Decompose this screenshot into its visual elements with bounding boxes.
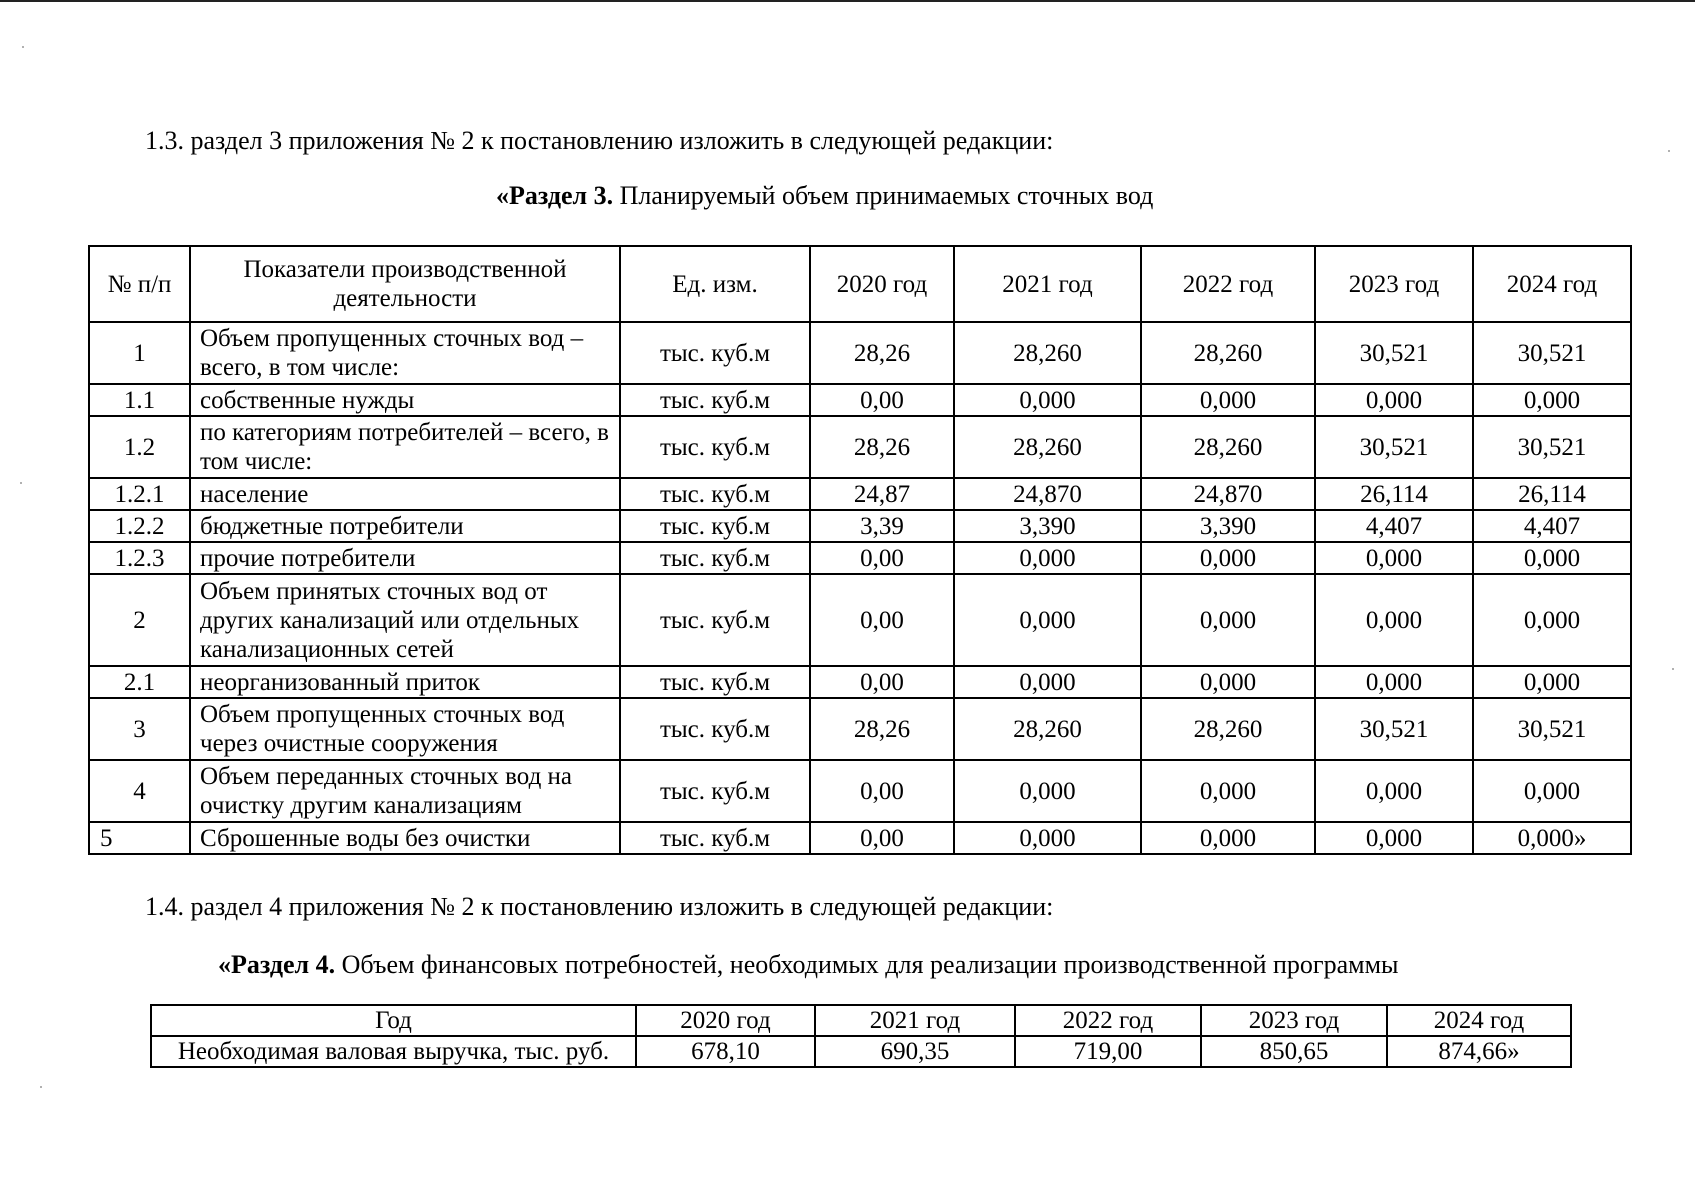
year-cell: 2022 год [1015,1005,1201,1036]
unit-cell: тыс. куб.м [620,384,810,416]
indicator-cell: бюджетные потребители [190,510,620,542]
value-cell: 28,260 [954,416,1141,478]
value-cell: 4,407 [1473,510,1631,542]
paragraph-1-3: 1.3. раздел 3 приложения № 2 к постановлению изложить в следующей редакции: [145,126,1054,155]
paragraph-1-4: 1.4. раздел 4 приложения № 2 к постановлению изложить в следующей редакции: [145,892,1054,921]
year-cell: 2020 год [636,1005,815,1036]
value-cell: 30,521 [1315,416,1473,478]
table-row [89,542,1631,574]
scan-speck [1668,150,1670,152]
value-cell: 0,000 [1315,574,1473,666]
value-cell: 0,000 [954,384,1141,416]
table-row [89,760,1631,822]
indicator-cell: Объем пропущенных сточных вод – всего, в том числе: [190,322,620,384]
row-number-cell: 2.1 [89,666,190,698]
table-row [89,666,1631,698]
table-row [89,822,1631,854]
row-number-cell: 1.2.3 [89,542,190,574]
unit-cell: тыс. куб.м [620,416,810,478]
unit-cell: тыс. куб.м [620,666,810,698]
year-cell: 2021 год [815,1005,1015,1036]
year-label-cell: Год [151,1005,636,1036]
value-cell: 28,260 [954,322,1141,384]
value-cell: 3,39 [810,510,954,542]
value-cell: 0,000 [954,760,1141,822]
value-cell: 0,000 [1315,760,1473,822]
top-border-line [0,0,1695,2]
value-cell: 0,000 [1473,760,1631,822]
row-number-cell: 4 [89,760,190,822]
value-cell: 0,000 [1473,542,1631,574]
value-cell: 0,000 [1315,822,1473,854]
indicator-cell: Сброшенные воды без очистки [190,822,620,854]
scan-speck [20,482,22,484]
table-row [89,574,1631,666]
value-cell: 3,390 [954,510,1141,542]
value-cell: 719,00 [1015,1036,1201,1067]
value-cell: 28,26 [810,416,954,478]
value-cell: 4,407 [1315,510,1473,542]
indicator-cell: Объем принятых сточных вод от других канализаций или отдельных канализационных сетей [190,574,620,666]
value-cell: 30,521 [1473,416,1631,478]
table-row [89,416,1631,478]
value-cell: 0,000 [1473,384,1631,416]
value-cell: 0,00 [810,666,954,698]
value-cell: 28,260 [1141,416,1315,478]
unit-cell: тыс. куб.м [620,478,810,510]
header-year: 2024 год [1473,246,1631,322]
row-number-cell: 5 [89,822,190,854]
value-cell: 24,870 [954,478,1141,510]
table-row [151,1036,1571,1067]
table-header-row [89,246,1631,322]
value-cell: 0,00 [810,384,954,416]
header-year: 2022 год [1141,246,1315,322]
row-number-cell: 1.2.1 [89,478,190,510]
header-year: 2023 год [1315,246,1473,322]
value-cell: 26,114 [1315,478,1473,510]
value-cell: 0,000 [1141,542,1315,574]
value-cell: 28,26 [810,322,954,384]
indicator-cell: Объем переданных сточных вод на очистку другим канализациям [190,760,620,822]
table-row [89,384,1631,416]
value-cell: 0,000 [954,666,1141,698]
value-cell: 28,260 [954,698,1141,760]
section-4-table [150,1004,1572,1068]
indicator-cell: неорганизованный приток [190,666,620,698]
unit-cell: тыс. куб.м [620,574,810,666]
section-3-title-bold: «Раздел 3. [496,181,614,210]
unit-cell: тыс. куб.м [620,760,810,822]
value-cell: 678,10 [636,1036,815,1067]
value-cell: 30,521 [1473,322,1631,384]
value-cell: 0,000 [1473,666,1631,698]
value-cell: 874,66» [1387,1036,1571,1067]
row-number-cell: 3 [89,698,190,760]
value-cell: 0,000 [954,542,1141,574]
value-cell: 0,000 [954,822,1141,854]
value-cell: 0,00 [810,822,954,854]
value-cell: 0,000 [1141,384,1315,416]
indicator-cell: собственные нужды [190,384,620,416]
value-cell: 0,00 [810,542,954,574]
table-row [89,478,1631,510]
unit-cell: тыс. куб.м [620,822,810,854]
value-cell: 24,870 [1141,478,1315,510]
value-cell: 28,260 [1141,698,1315,760]
indicator-cell: по категориям потребителей – всего, в том числе: [190,416,620,478]
value-cell: 0,000 [1141,574,1315,666]
value-cell: 0,000 [1141,666,1315,698]
value-cell: 30,521 [1315,698,1473,760]
revenue-label-cell: Необходимая валовая выручка, тыс. руб. [151,1036,636,1067]
section-3-title [496,181,1153,211]
value-cell: 0,00 [810,574,954,666]
value-cell: 0,000 [1141,760,1315,822]
header-year: 2020 год [810,246,954,322]
unit-cell: тыс. куб.м [620,542,810,574]
value-cell: 690,35 [815,1036,1015,1067]
value-cell: 3,390 [1141,510,1315,542]
value-cell: 850,65 [1201,1036,1387,1067]
section-4-title [218,950,1399,980]
section-4-title-bold: «Раздел 4. [218,950,336,979]
section-3-title-rest: Планируемый объем принимаемых сточных вод [613,181,1154,210]
indicator-cell: Объем пропущенных сточных вод через очистные сооружения [190,698,620,760]
scan-speck [40,1086,42,1088]
value-cell: 28,260 [1141,322,1315,384]
indicator-cell: население [190,478,620,510]
year-cell: 2024 год [1387,1005,1571,1036]
value-cell: 24,87 [810,478,954,510]
value-cell: 0,000» [1473,822,1631,854]
row-number-cell: 1 [89,322,190,384]
value-cell: 28,26 [810,698,954,760]
row-number-cell: 1.2.2 [89,510,190,542]
row-number-cell: 1.2 [89,416,190,478]
scan-speck [1672,668,1674,670]
table-row [89,322,1631,384]
value-cell: 0,000 [1315,384,1473,416]
unit-cell: тыс. куб.м [620,322,810,384]
section-4-title-rest: Объем финансовых потребностей, необходимых для реализации производственной программы [335,950,1399,979]
scan-speck [22,46,24,48]
row-number-cell: 2 [89,574,190,666]
value-cell: 0,000 [1141,822,1315,854]
value-cell: 0,000 [954,574,1141,666]
unit-cell: тыс. куб.м [620,698,810,760]
row-number-cell: 1.1 [89,384,190,416]
header-number: № п/п [89,246,190,322]
value-cell: 0,00 [810,760,954,822]
value-cell: 26,114 [1473,478,1631,510]
header-year: 2021 год [954,246,1141,322]
indicator-cell: прочие потребители [190,542,620,574]
header-indicator: Показатели производственной деятельности [190,246,620,322]
table-row [89,698,1631,760]
unit-cell: тыс. куб.м [620,510,810,542]
value-cell: 30,521 [1315,322,1473,384]
value-cell: 0,000 [1315,666,1473,698]
year-cell: 2023 год [1201,1005,1387,1036]
value-cell: 0,000 [1473,574,1631,666]
table-row [89,510,1631,542]
table-row [151,1005,1571,1036]
value-cell: 0,000 [1315,542,1473,574]
value-cell: 30,521 [1473,698,1631,760]
header-unit: Ед. изм. [620,246,810,322]
section-3-table [88,245,1632,855]
